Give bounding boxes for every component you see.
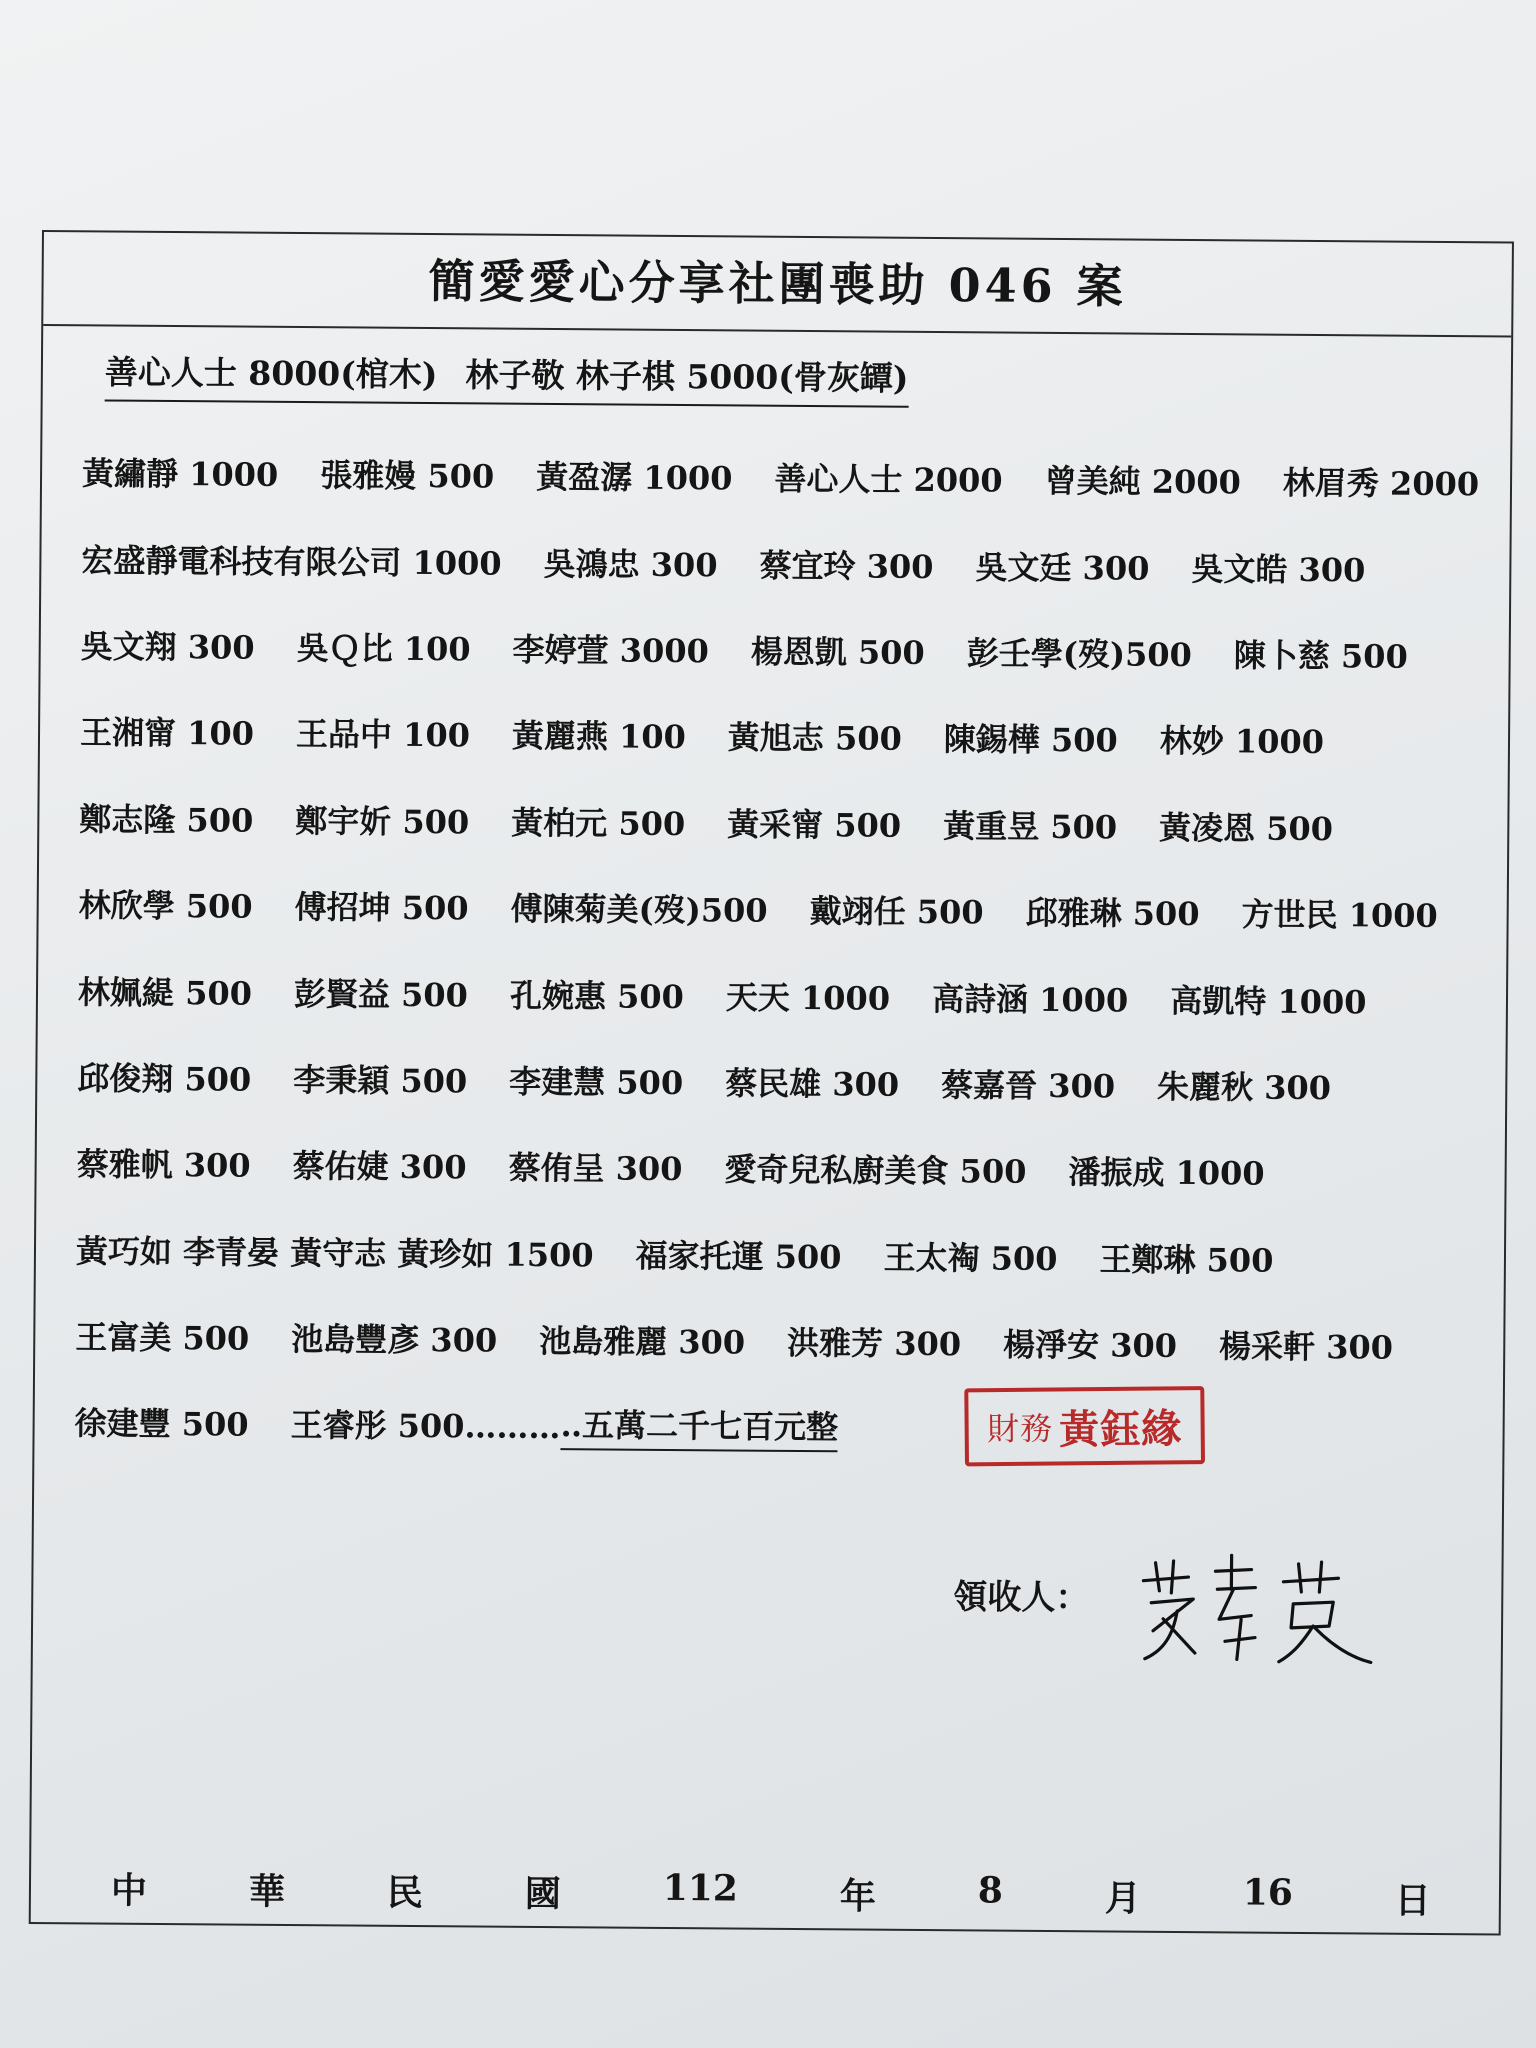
donor-row [76, 1119, 1497, 1217]
finance-stamp [964, 1386, 1205, 1466]
donor-entry: 林欣學 500 [78, 886, 253, 926]
donor-entry: 鄭志隆 500 [79, 800, 254, 840]
donor-entry: 蔡侑呈 300 [508, 1149, 683, 1189]
donor-entry: 曾美純 2000 [1044, 462, 1242, 502]
donor-entry: 蔡宜玲 300 [759, 546, 934, 586]
donor-entry: 孔婉惠 500 [509, 976, 685, 1016]
major-donors-line [105, 346, 909, 407]
donor-list [74, 428, 1502, 1476]
donor-row [80, 687, 1501, 785]
donor-entry: 張雅嫚 500 [320, 456, 495, 496]
donor-entry: 黃采甯 500 [727, 805, 902, 845]
date-char: 國 [524, 1872, 561, 1916]
donor-row [79, 774, 1500, 872]
donor-entry: 黃重昱 500 [943, 806, 1118, 847]
donor-entry: 彭賢益 500 [293, 974, 469, 1014]
donor-row [75, 1292, 1496, 1390]
donor-entry: 邱雅琳 500 [1025, 893, 1200, 934]
donor-entry: 蔡嘉晉 300 [940, 1066, 1116, 1106]
stamp-role: 財務 [986, 1409, 1054, 1449]
donor-entry: 黃巧如 李青晏 黃守志 黃珍如 1500 [75, 1232, 594, 1275]
donor-entry: 吳文翔 300 [80, 627, 255, 667]
donor-entry: 天天 1000 [725, 977, 891, 1018]
donor-entry: 楊淨安 300 [1002, 1325, 1178, 1366]
donor-entry: 吳鴻忠 300 [543, 544, 718, 584]
major-donor-coffin: 善心人士 8000(棺木) [104, 352, 438, 395]
donor-row [78, 947, 1499, 1045]
donor-entry: 黃柏元 500 [511, 803, 686, 843]
donor-row [80, 601, 1501, 699]
donor-entry: 李秉穎 500 [293, 1060, 468, 1101]
donor-entry: 王睿彤 500……… [290, 1406, 561, 1447]
major-donor-urn: 林子敬 林子棋 5000(骨灰罈) [465, 355, 909, 398]
date-char: 華 [248, 1870, 286, 1913]
donor-entry: 吳文皓 300 [1191, 549, 1366, 589]
donor-entry: 蔡民雄 300 [725, 1064, 900, 1104]
donor-entry: 洪雅芳 300 [786, 1323, 962, 1364]
donor-entry: 黃旭志 500 [727, 718, 902, 759]
donor-row [82, 428, 1503, 526]
donor-entry: 林姵緹 500 [77, 972, 253, 1013]
donor-entry: 宏盛靜電科技有限公司 1000 [81, 540, 502, 583]
donor-entry: 王湘甯 100 [79, 713, 255, 754]
receipt-form [29, 230, 1514, 1936]
donor-entry: 黃盈潺 1000 [536, 458, 733, 498]
date-month: 8 [977, 1869, 1004, 1912]
form-title: 簡愛愛心分享社團喪助 046 案 [43, 232, 1512, 338]
donor-entry: 彭壬學(歿)500 [966, 634, 1193, 675]
donor-entry: 戴翊任 500 [809, 892, 984, 932]
donor-entry: 朱麗秋 300 [1156, 1067, 1332, 1108]
donor-entry: 傅招坤 500 [294, 888, 469, 928]
donor-entry: 方世民 1000 [1241, 895, 1438, 936]
donor-entry: 陳錫樺 500 [943, 720, 1118, 760]
donor-entry: 高凱特 1000 [1170, 981, 1367, 1021]
donor-entry: 池島雅麗 300 [539, 1322, 746, 1362]
donor-entry: 蔡雅帆 300 [76, 1145, 251, 1185]
donor-entry: 黃麗燕 100 [511, 717, 687, 757]
donor-entry: 黃凌恩 500 [1158, 808, 1334, 848]
donor-entry: 吳文廷 300 [975, 547, 1150, 588]
date-char: 中 [110, 1869, 148, 1912]
donor-entry: 傅陳菊美(歿)500 [510, 889, 768, 930]
date-char: 年 [839, 1875, 877, 1918]
donor-entry: 陳卜慈 500 [1233, 636, 1408, 676]
donor-entry: 善心人士 2000 [774, 459, 1003, 500]
donor-entry: 愛奇兒私廚美食 500 [724, 1150, 1027, 1192]
donor-entry: 潘振成 1000 [1068, 1153, 1265, 1193]
donor-row [76, 1206, 1497, 1304]
donor-row [81, 515, 1502, 613]
donor-entry: 王富美 500 [75, 1318, 250, 1358]
donor-row [77, 1033, 1498, 1131]
donor-entry: 林妙 1000 [1159, 722, 1325, 762]
donor-entry: 楊采軒 300 [1218, 1327, 1394, 1367]
donor-entry: 高詩涵 1000 [931, 979, 1129, 1020]
donor-entry: 鄭宇妡 500 [295, 801, 470, 842]
donor-entry: 李婷萱 3000 [512, 630, 709, 671]
donor-row [74, 1379, 1495, 1477]
date-char: 日 [1394, 1879, 1431, 1922]
donor-entry: 林眉秀 2000 [1282, 463, 1480, 504]
date-char: 民 [386, 1871, 424, 1915]
donor-entry: 李建慧 500 [509, 1062, 684, 1102]
stamp-name: 黃鈺緣 [1058, 1404, 1183, 1453]
donor-entry: 王鄭琳 500 [1099, 1240, 1274, 1280]
donor-entry: 王品中 100 [295, 715, 471, 755]
donor-entry: 王太祹 500 [883, 1238, 1058, 1278]
total-amount: ‥五萬二千七百元整 [560, 1401, 838, 1453]
date-year: 112 [662, 1866, 739, 1910]
donor-row [78, 860, 1499, 958]
donor-entry: 黃繡靜 1000 [81, 454, 279, 495]
donor-entry: 蔡佑婕 300 [292, 1147, 467, 1187]
receiver-label: 領收人： [953, 1577, 1090, 1619]
date-char: 月 [1104, 1877, 1141, 1920]
donor-entry: 池島豐彥 300 [291, 1320, 498, 1360]
donor-entry: 楊恩凱 500 [750, 632, 925, 672]
date-day: 16 [1242, 1871, 1294, 1914]
date-line [111, 1863, 1431, 1924]
donor-entry: 吳Ｑ比 100 [296, 628, 471, 669]
donor-entry: 福家托運 500 [635, 1236, 842, 1277]
donor-entry: 邱俊翔 500 [77, 1059, 252, 1099]
donor-entry: 徐建豐 500 [74, 1404, 249, 1445]
handwritten-signature [1133, 1541, 1384, 1673]
